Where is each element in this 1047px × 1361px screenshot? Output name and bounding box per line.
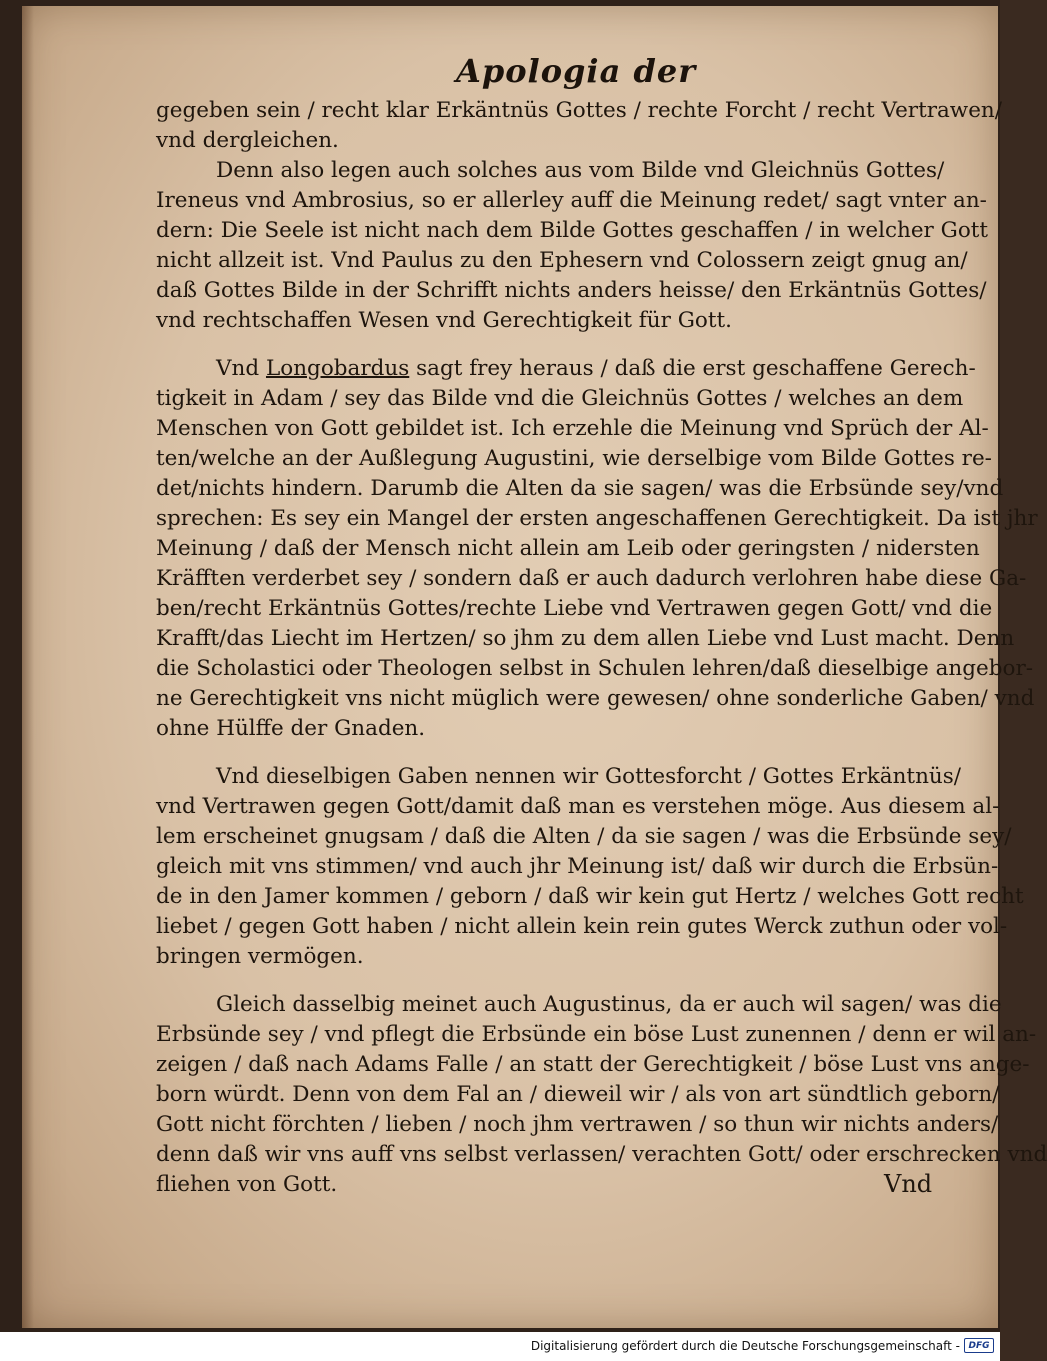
dfg-logo-icon: DFG <box>964 1338 994 1353</box>
text-fragment: Vnd <box>216 356 266 381</box>
footer-bar <box>0 1332 1000 1361</box>
text-line: bringen vermögen. <box>156 944 364 969</box>
text-line: Gott nicht förchten / lieben / noch jhm vertrawen / so thun wir nichts anders/ <box>156 1112 999 1137</box>
text-line: ne Gerechtigkeit vns nicht müglich were gewesen/ ohne sonderliche Gaben/ vnd <box>156 686 1035 711</box>
text-fragment: sagt frey heraus / daß die erst geschaffene Gerech- <box>409 356 976 381</box>
text-line: gleich mit vns stimmen/ vnd auch jhr Meinung ist/ daß wir durch die Erbsün- <box>156 854 999 879</box>
text-line: born würdt. Denn von dem Fal an / dieweil wir / als von art sündtlich geborn/ <box>156 1082 1000 1107</box>
paragraph-1 <box>156 96 1003 156</box>
catchword: Vnd <box>884 1170 933 1198</box>
text-line: vnd rechtschaffen Wesen vnd Gerechtigkeit für Gott. <box>156 308 732 333</box>
text-line: zeigen / daß nach Adams Falle / an statt der Gerechtigkeit / böse Lust vns ange- <box>156 1052 1030 1077</box>
text-line: lem erscheinet gnugsam / daß die Alten / da sie sagen / was die Erbsünde sey/ <box>156 824 1012 849</box>
text-line: ohne Hülffe der Gnaden. <box>156 716 426 741</box>
text-line: Gleich dasselbig meinet auch Augustinus, da er auch wil sagen/ was die <box>216 992 1002 1017</box>
page-text <box>156 96 1047 1218</box>
text-line: liebet / gegen Gott haben / nicht allein kein rein gutes Werck zuthun oder vol- <box>156 914 1008 939</box>
text-line: Vnd dieselbigen Gaben nennen wir Gottesforcht / Gottes Erkäntnüs/ <box>216 764 962 789</box>
text-line: denn daß wir vns auff vns selbst verlassen/ verachten Gott/ oder erschrecken vnd <box>156 1142 1047 1167</box>
funding-credit: Digitalisierung gefördert durch die Deutsche Forschungsgemeinschaft - <box>530 1339 960 1353</box>
paragraph-2 <box>156 156 989 336</box>
text-line: de in den Jamer kommen / geborn / daß wir kein gut Hertz / welches Gott recht <box>156 884 1024 909</box>
text-line: sprechen: Es sey ein Mangel der ersten angeschaffenen Gerechtigkeit. Da ist jhr <box>156 506 1038 531</box>
text-line: fliehen von Gott. <box>156 1172 338 1197</box>
text-line: Erbsünde sey / vnd pflegt die Erbsünde ein böse Lust zunennen / denn er wil an- <box>156 1022 1037 1047</box>
text-line: nicht allzeit ist. Vnd Paulus zu den Ephesern vnd Colossern zeigt gnug an/ <box>156 248 968 273</box>
text-line: ten/welche an der Außlegung Augustini, wie derselbige vom Bilde Gottes re- <box>156 446 992 471</box>
text-line: vnd Vertrawen gegen Gott/damit daß man es verstehen möge. Aus diesem al- <box>156 794 1000 819</box>
text-line: dern: Die Seele ist nicht nach dem Bilde Gottes geschaffen / in welcher Gott <box>156 218 989 243</box>
text-line: daß Gottes Bilde in der Schrifft nichts anders heisse/ den Erkäntnüs Gottes/ <box>156 278 987 303</box>
text-line: det/nichts hindern. Darumb die Alten da sie sagen/ was die Erbsünde sey/vnd <box>156 476 1004 501</box>
paragraph-3 <box>156 354 1038 744</box>
text-line: Krafft/das Liecht im Hertzen/ so jhm zu dem allen Liebe vnd Lust macht. Denn <box>156 626 1015 651</box>
paragraph-5 <box>156 990 1047 1200</box>
text-line: tigkeit in Adam / sey das Bilde vnd die Gleichnüs Gottes / welches an dem <box>156 386 964 411</box>
text-line: gegeben sein / recht klar Erkäntnüs Gottes / rechte Forcht / recht Vertrawen/ <box>156 98 1003 123</box>
text-line: Menschen von Gott gebildet ist. Ich erzehle die Meinung vnd Sprüch der Al- <box>156 416 989 441</box>
running-head: Apologia der <box>456 52 697 90</box>
paragraph-4 <box>156 762 1024 972</box>
text-line: vnd dergleichen. <box>156 128 339 153</box>
text-line: Kräfften verderbet sey / sondern daß er auch dadurch verlohren habe diese Ga- <box>156 566 1027 591</box>
text-line: Denn also legen auch solches aus vom Bilde vnd Gleichnüs Gottes/ <box>216 158 945 183</box>
text-line <box>156 354 976 384</box>
text-line: Ireneus vnd Ambrosius, so er allerley auff die Meinung redet/ sagt vnter an- <box>156 188 987 213</box>
text-line: ben/recht Erkäntnüs Gottes/rechte Liebe vnd Vertrawen gegen Gott/ vnd die <box>156 596 993 621</box>
text-line: die Scholastici oder Theologen selbst in Schulen lehren/daß dieselbige angebor- <box>156 656 1034 681</box>
underlined-name: Longobardus <box>265 356 410 381</box>
text-line: Meinung / daß der Mensch nicht allein am Leib oder geringsten / nidersten <box>156 536 980 561</box>
